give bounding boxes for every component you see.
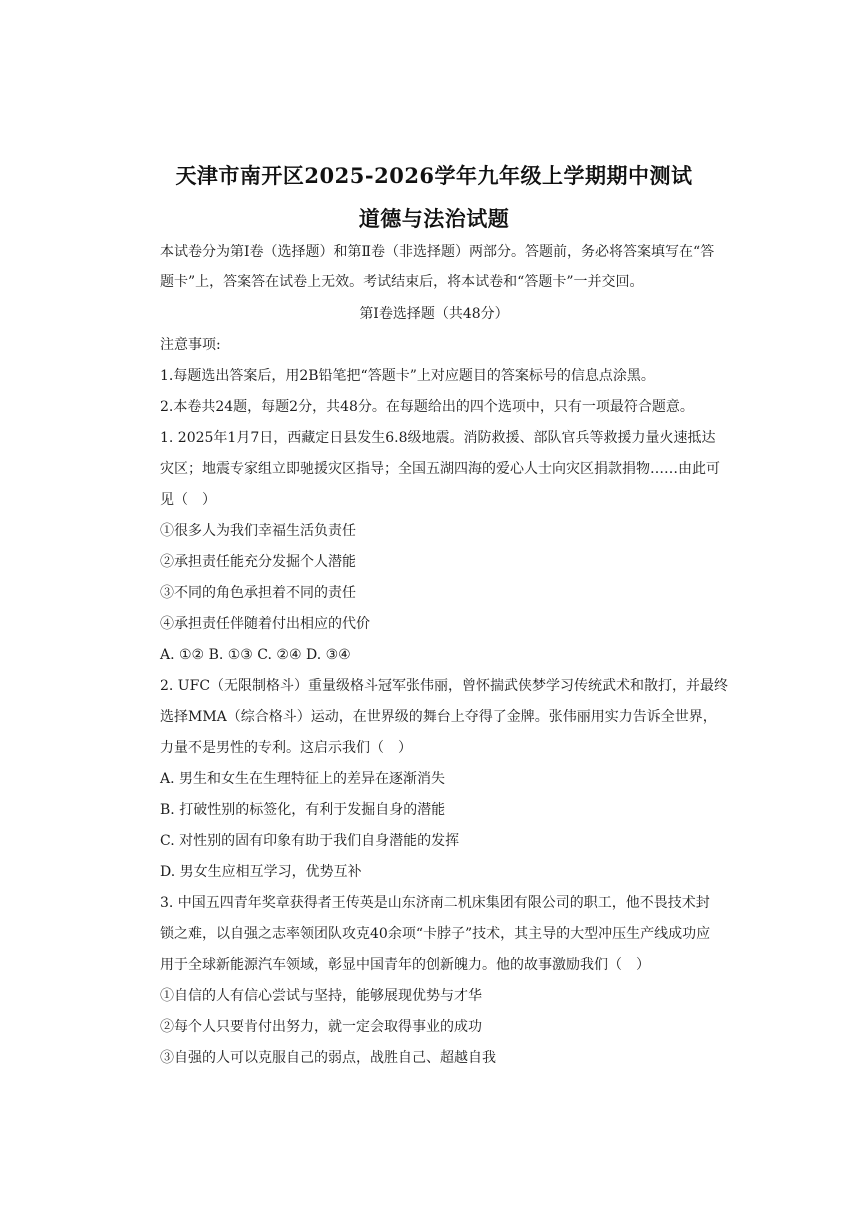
q1-statement-2: ②承担责任能充分发掘个人潜能	[160, 554, 356, 570]
q2-stem-line-1: 2. UFC（无限制格斗）重量级格斗冠军张伟丽，曾怀揣武侠梦学习传统武术和散打，并最终	[160, 678, 729, 694]
q1-stem-line-2: 灾区；地震专家组立即驰援灾区指导；全国五湖四海的爱心人士向灾区捐款捐物……由此可	[160, 461, 720, 477]
q3-statement-1: ①自信的人有信心尝试与坚持，能够展现优势与才华	[160, 988, 482, 1004]
q1-statement-1: ①很多人为我们幸福生活负责任	[160, 523, 356, 539]
q1-statement-4: ④承担责任伴随着付出相应的代价	[160, 616, 370, 632]
q2-option-b: B. 打破性别的标签化，有利于发掘自身的潜能	[160, 802, 446, 818]
notes-item-1: 1.每题选出答案后，用2B铅笔把“答题卡”上对应题目的答案标号的信息点涂黑。	[160, 368, 655, 384]
q2-stem-line-3: 力量不是男性的专利。这启示我们（ ）	[160, 740, 412, 756]
q2-stem-line-2: 选择MMA（综合格斗）运动，在世界级的舞台上夺得了金牌。张伟丽用实力告诉全世界，	[160, 709, 717, 725]
q3-statement-3: ③自强的人可以克服自己的弱点，战胜自己、超越自我	[160, 1050, 496, 1066]
q3-stem-line-3: 用于全球新能源汽车领域，彰显中国青年的创新魄力。他的故事激励我们（ ）	[160, 957, 650, 973]
q3-statement-2: ②每个人只要肯付出努力，就一定会取得事业的成功	[160, 1019, 482, 1035]
exam-subtitle: 道德与法治试题	[358, 206, 510, 231]
q3-stem-line-2: 锁之难，以自强之志率领团队攻克40余项“卡脖子”技术，其主导的大型冲压生产线成功应	[160, 926, 711, 942]
intro-line-2: 题卡”上，答案答在试卷上无效。考试结束后，将本试卷和“答题卡”一并交回。	[160, 274, 644, 290]
q3-stem-line-1: 3. 中国五四青年奖章获得者王传英是山东济南二机床集团有限公司的职工，他不畏技术封	[160, 895, 710, 911]
notes-heading: 注意事项:	[160, 337, 221, 353]
q2-option-a: A. 男生和女生在生理特征上的差异在逐渐消失	[160, 771, 446, 787]
q2-option-d: D. 男女生应相互学习，优势互补	[160, 864, 362, 880]
section-heading: 第Ⅰ卷选择题（共48分）	[359, 306, 509, 322]
q2-option-c: C. 对性别的固有印象有助于我们自身潜能的发挥	[160, 833, 460, 849]
notes-item-2: 2.本卷共24题，每题2分，共48分。在每题给出的四个选项中，只有一项最符合题意。	[160, 399, 694, 415]
exam-title: 天津市南开区2025-2026学年九年级上学期期中测试	[175, 163, 693, 188]
q1-statement-3: ③不同的角色承担着不同的责任	[160, 585, 356, 601]
q1-stem-line-3: 见（ ）	[160, 492, 216, 508]
q1-stem-line-1: 1. 2025年1月7日，西藏定日县发生6.8级地震。消防救援、部队官兵等救援力量火速抵达	[160, 430, 716, 446]
q1-answer-options: A. ①② B. ①③ C. ②④ D. ③④	[160, 647, 351, 663]
intro-line-1: 本试卷分为第Ⅰ卷（选择题）和第Ⅱ卷（非选择题）两部分。答题前，务必将答案填写在“答	[160, 244, 715, 260]
